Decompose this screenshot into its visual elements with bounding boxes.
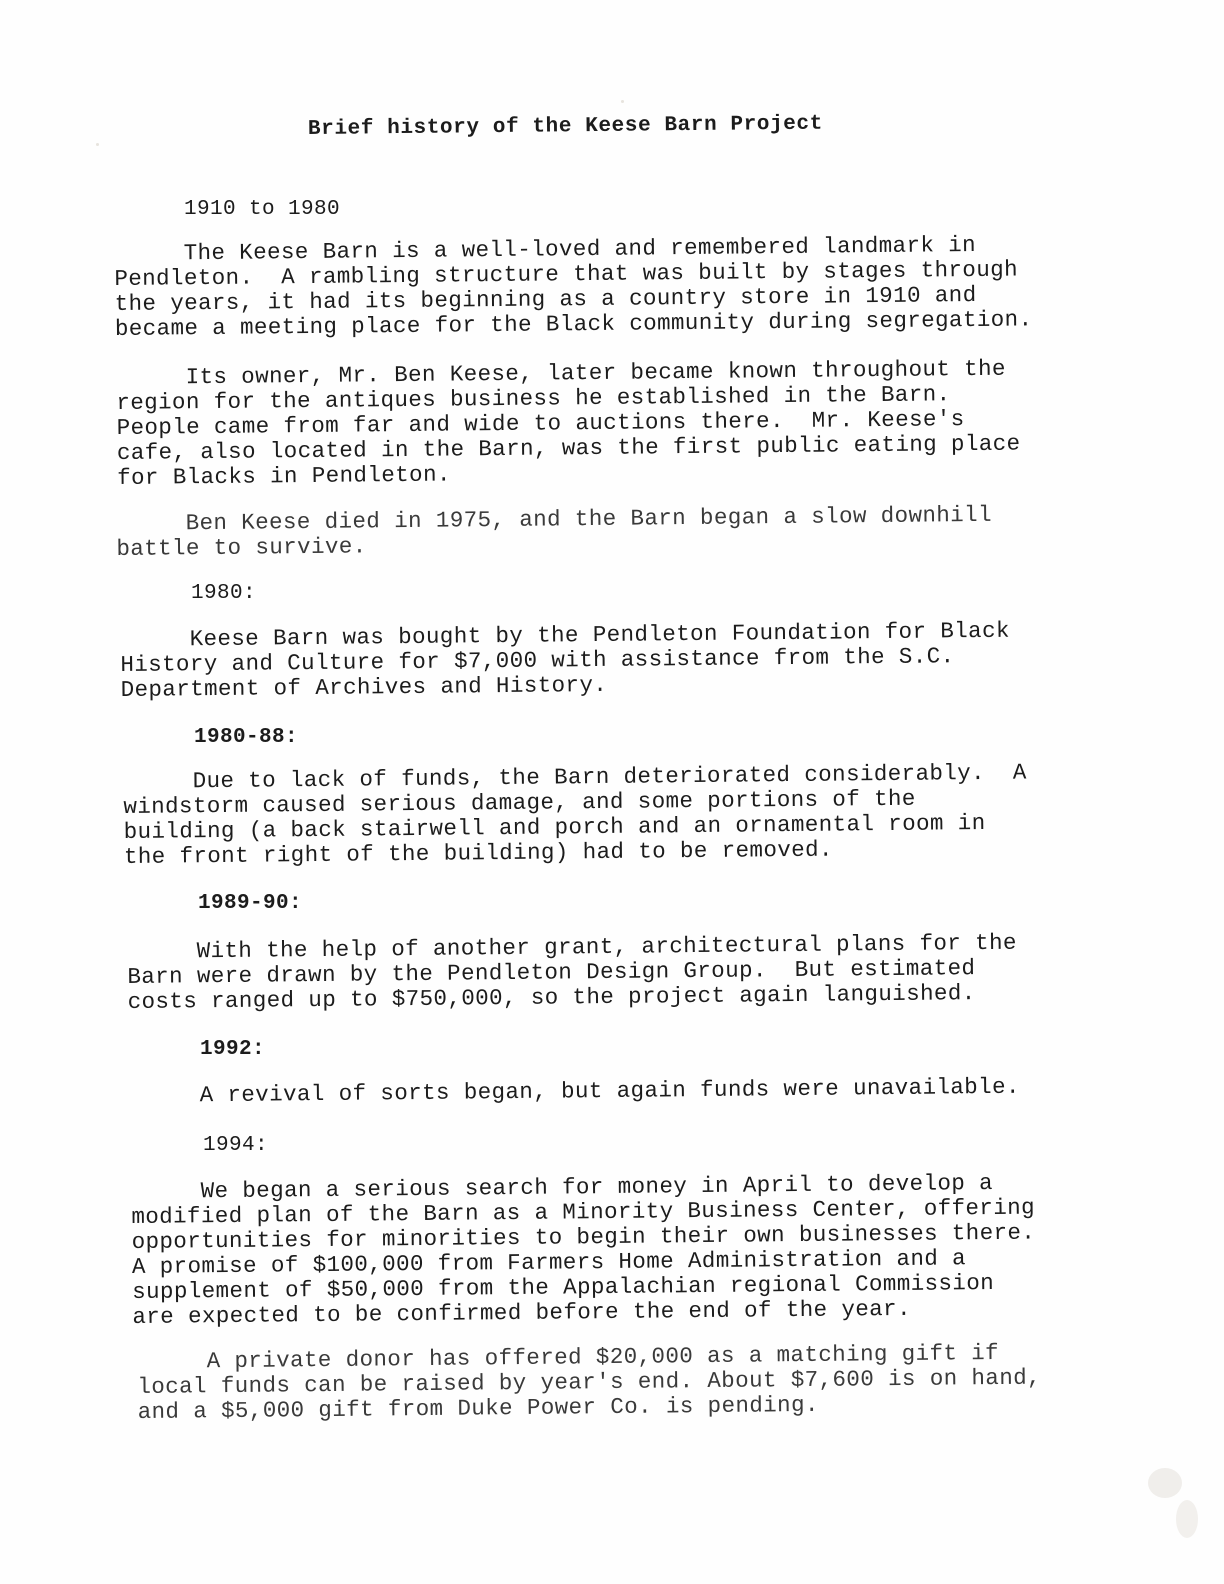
section-heading-1989-90: 1989-90:: [198, 892, 303, 915]
paragraph-private-donor: A private donor has offered $20,000 as a matching gift if local funds can be raised by year's end. About $7,600 is on hand, and a $5,000 gift from Duke Power Co. is pending.: [136, 1339, 1042, 1425]
paragraph-barn-bought: Keese Barn was bought by the Pendleton Foundation for Black History and Culture for $7,000 with assistance from the S.C. Department of Archives and History.: [119, 617, 1010, 703]
paragraph-revival: A revival of sorts began, but again funds were unavailable.: [129, 1073, 1020, 1109]
scan-speck: [621, 100, 624, 103]
scan-smudge: [1148, 1468, 1182, 1498]
section-heading-1910-1980: 1910 to 1980: [184, 198, 341, 221]
section-heading-1980-88: 1980-88:: [194, 726, 299, 749]
scan-smudge: [1176, 1500, 1198, 1538]
paragraph-ben-keese-owner: Its owner, Mr. Ben Keese, later became known throughout the region for the antiques business he established in the Barn. People came from far and wide to auctions there. Mr. Keese's cafe, also located in the Barn, was the first public eating place for Blacks in Pendleton.: [115, 355, 1021, 491]
paragraph-search-for-money: We began a serious search for money in April to develop a modified plan of the Barn as a Minority Business Center, offering opportunities for minorities to begin their own businesses there. A promise of $100,000 from Farmers Home Administration and a supplement of $50,000 from the Appalachian regional Commission are expected to be confirmed before the end of the year.: [130, 1169, 1036, 1330]
paragraph-keese-barn-landmark: The Keese Barn is a well-loved and remembered landmark in Pendleton. A rambling structure that was built by stages through the years, it had its beginning as a country store in 1910 and became a meeting place for the Black community during segregation.: [113, 231, 1033, 342]
page-title: Brief history of the Keese Barn Project: [307, 112, 823, 141]
paragraph-ben-keese-died: Ben Keese died in 1975, and the Barn began a slow downhill battle to survive.: [115, 501, 993, 562]
section-heading-1994: 1994:: [203, 1134, 269, 1157]
paragraph-barn-deteriorated: Due to lack of funds, the Barn deteriorated considerably. A windstorm caused serious damage, and some portions of the building (a back stairwell and porch and an ornamental room in the front right of the building) had to be removed.: [122, 759, 1027, 870]
section-heading-1980: 1980:: [191, 582, 257, 605]
section-heading-1992: 1992:: [200, 1038, 266, 1061]
paragraph-architectural-plans: With the help of another grant, architectural plans for the Barn were drawn by the Pendleton Design Group. But estimated costs ranged up to $750,000, so the project again languished.: [126, 929, 1017, 1015]
scan-speck: [96, 143, 99, 146]
